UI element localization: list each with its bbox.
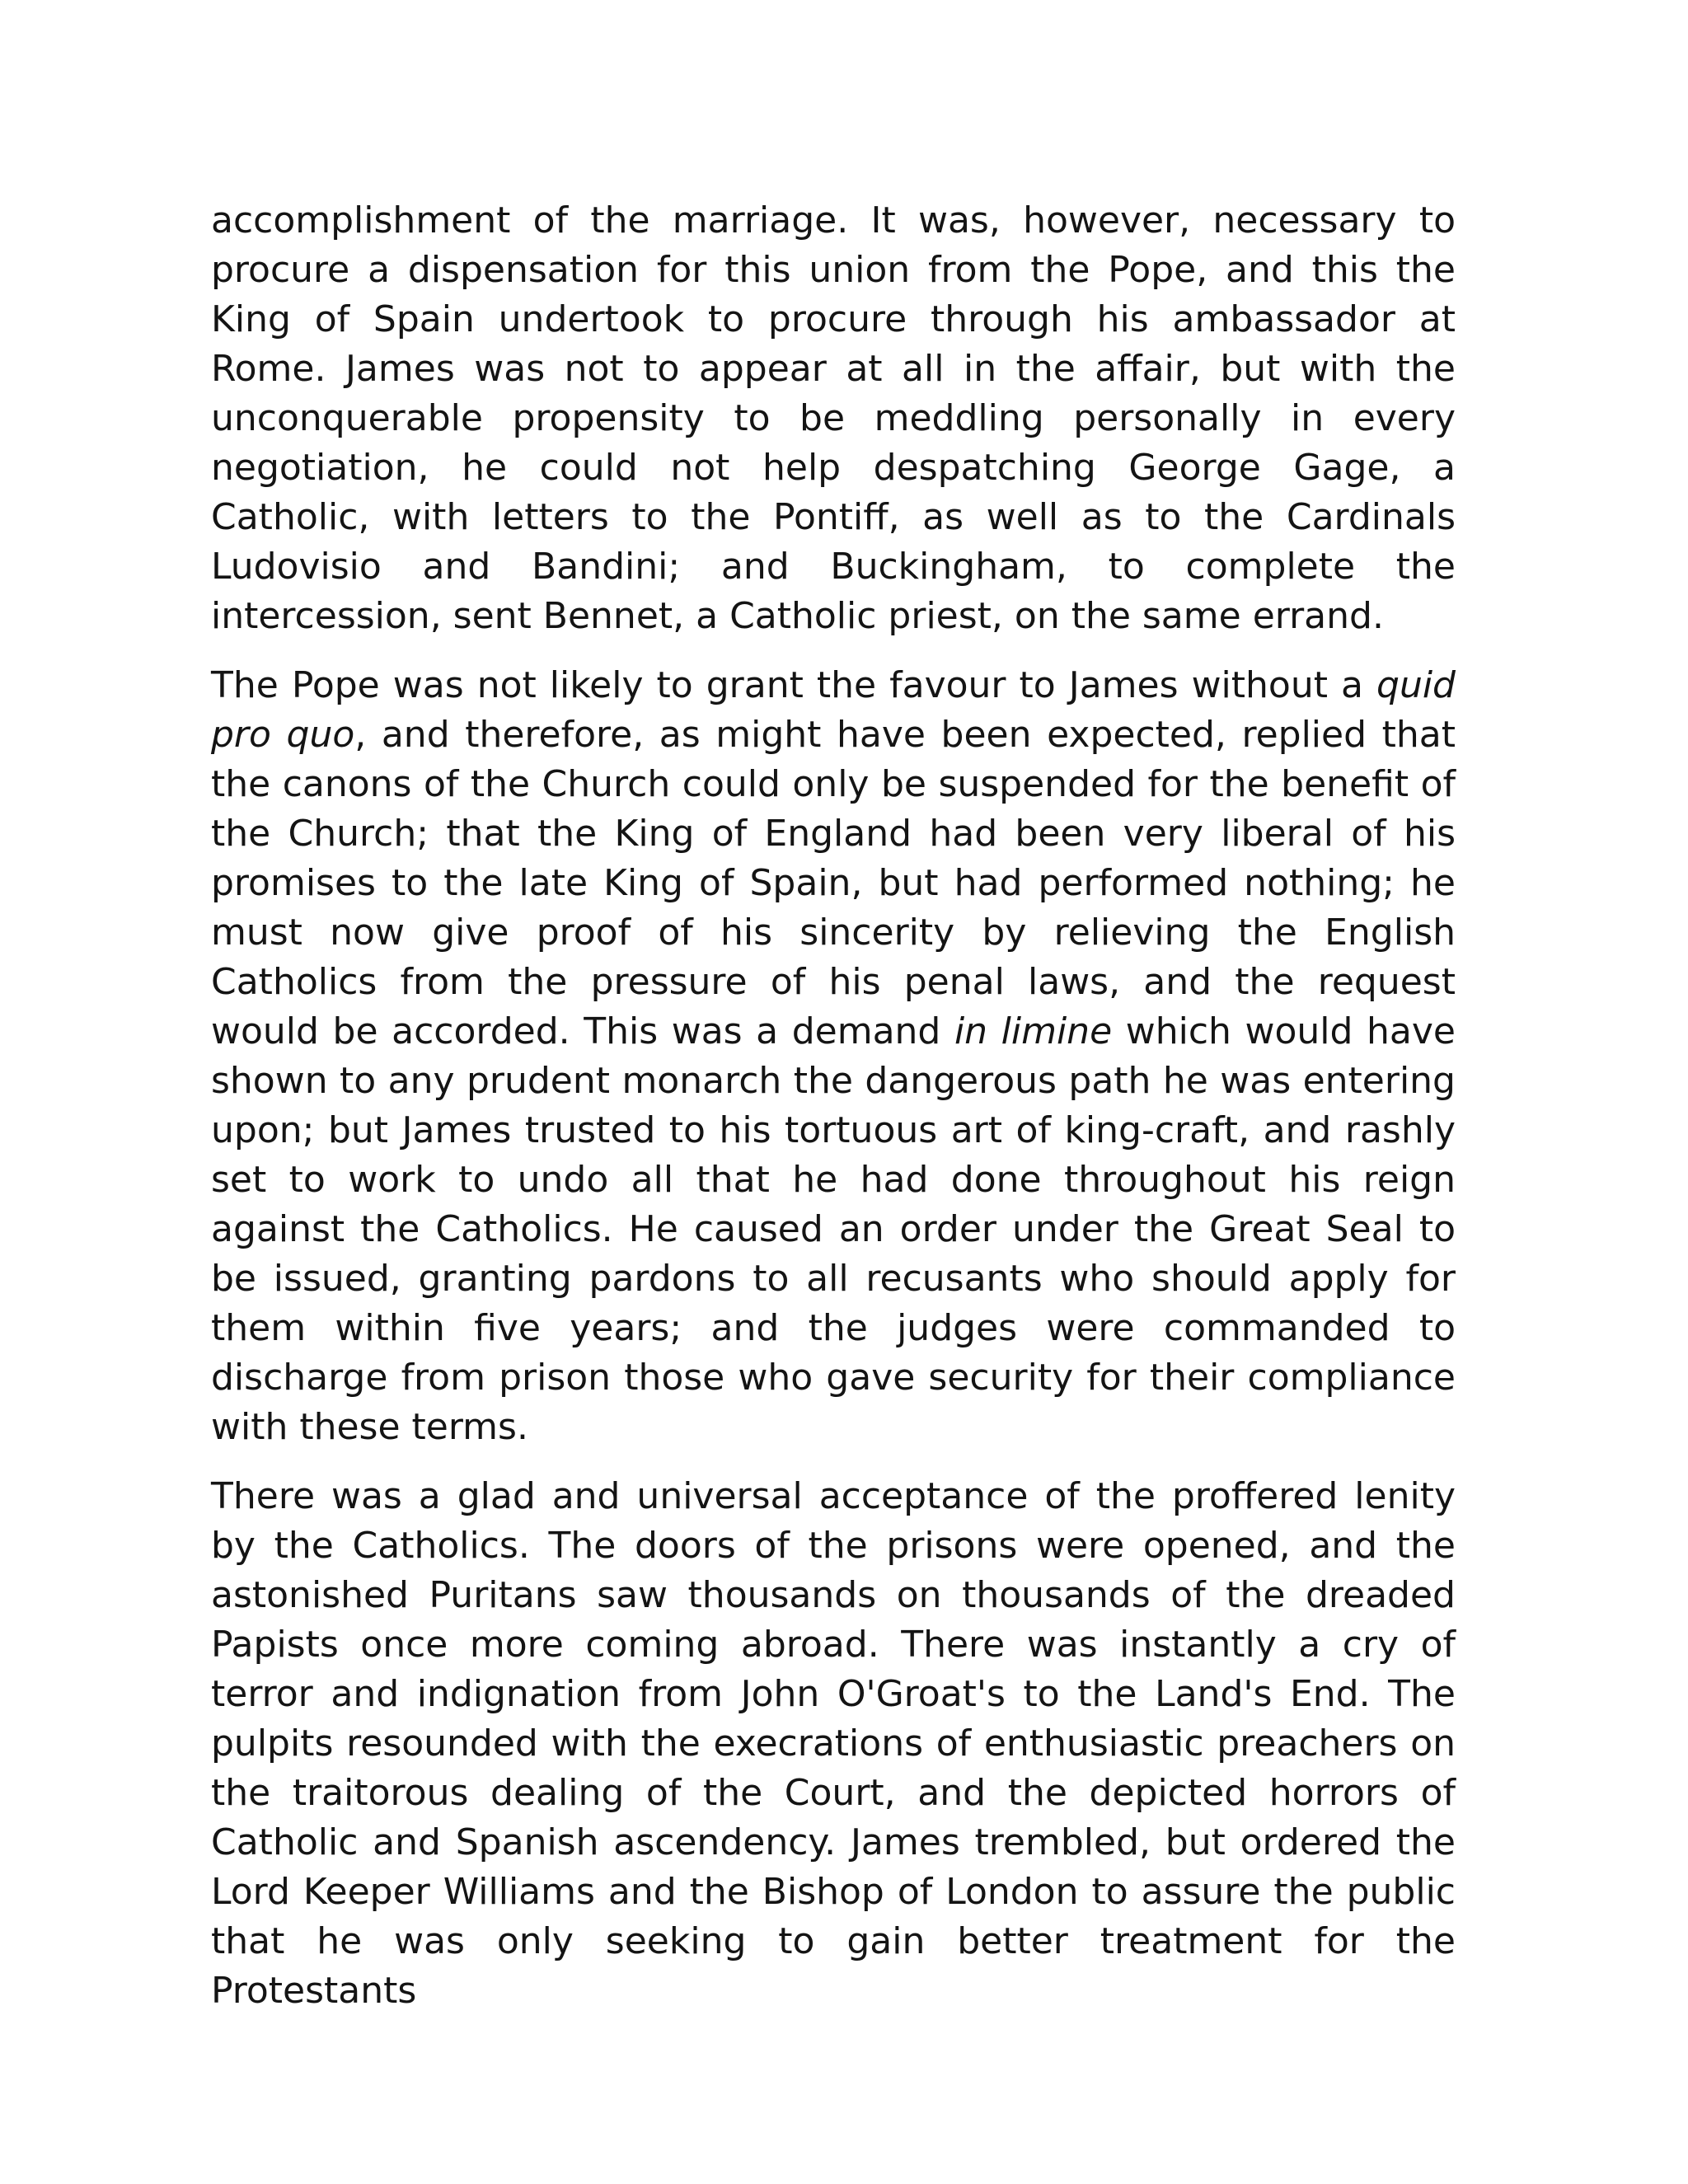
paragraph-text: There was a glad and universal acceptance of the proffered lenity by the Catholics. The doors of the prisons were opened, and the astonished Puritans saw thousands on thousands of the dreaded Papists once more coming abroad. There was instantly a cry of terror and indignation from John O'Groat's to the Land's End. The pulpits resounded with the execrations of enthusiastic preachers on the traitorous dealing of the Court, and the depicted horrors of Catholic and Spanish ascendency. James trembled, but ordered the Lord Keeper Williams and the Bishop of London to assure the public that he was only seeking to gain better treatment for the Protestants [211, 1475, 1456, 2012]
paragraph-text: accomplishment of the marriage. It was, however, necessary to procure a dispensation for this union from the Pope, and this the King of Spain undertook to procure through his ambassador at Rome. James was not to appear at all in the affair, but with the unconquerable propensity to be meddling personally in every negotiation, he could not help despatching George Gage, a Catholic, with letters to the Pontiff, as well as to the Cardinals Ludovisio and Bandini; and Buckingham, to complete the intercession, sent Bennet, a Catholic priest, on the same errand. [211, 199, 1456, 637]
paragraph-marriage-dispensation [211, 196, 1456, 641]
paragraph-text: The Pope was not likely to grant the favour to James without a [211, 664, 1377, 706]
paragraph-pope-reply [211, 661, 1456, 1452]
paragraph-catholic-acceptance [211, 1472, 1456, 2016]
italic-phrase-in-limine: in limine [954, 1010, 1113, 1052]
paragraph-text: , and therefore, as might have been expected, replied that the canons of the Church could only be suspended for the benefit of the Church; that the King of England had been very liberal of his promises to the late King of Spain, but had performed nothing; he must now give proof of his sincerity by relieving the English Catholics from the pressure of his penal laws, and the request would be accorded. This was a demand [211, 714, 1456, 1052]
italic-phrase-quid-pro-quo: quid pro quo [211, 664, 1456, 756]
paragraph-text: which would have shown to any prudent monarch the dangerous path he was entering upon; but James trusted to his tortuous art of king-craft, and rashly set to work to undo all that he had done throughout his reign against the Catholics. He caused an order under the Great Seal to be issued, granting pardons to all recusants who should apply for them within five years; and the judges were commanded to discharge from prison those who gave security for their compliance with these terms. [211, 1010, 1456, 1448]
document-page [211, 196, 1456, 2016]
